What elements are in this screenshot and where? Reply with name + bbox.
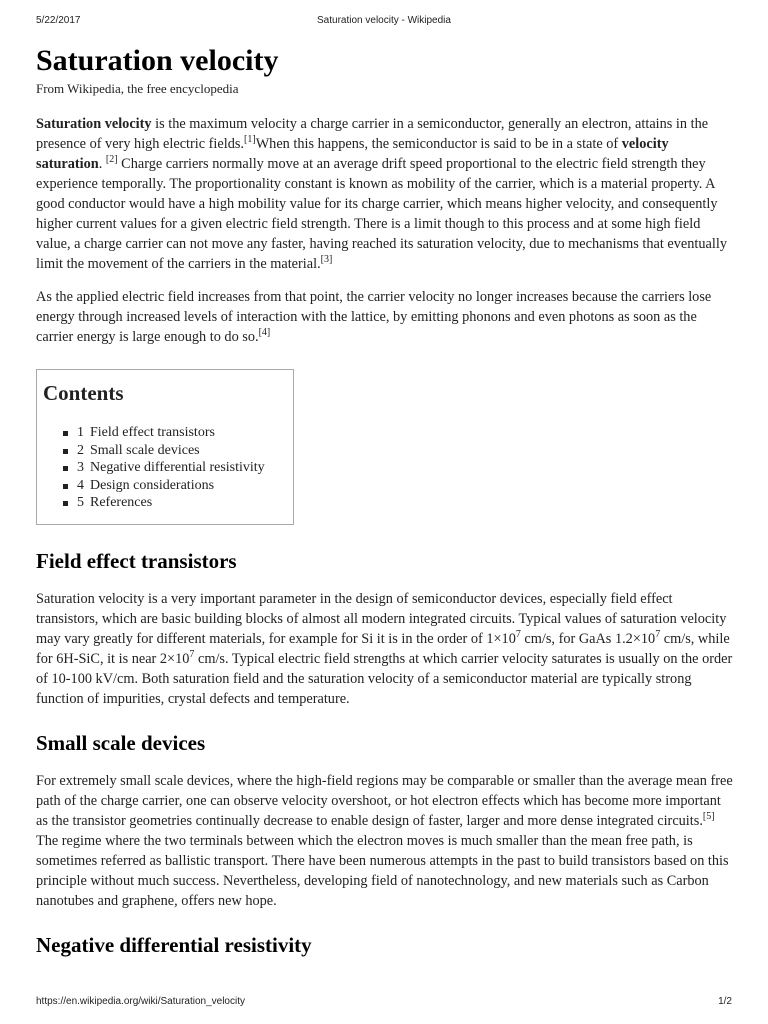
section-paragraph-small-scale-devices: For extremely small scale devices, where the high-field regions may be comparable or smaller than the average mean free path of the charge carrier, one can observe velocity overshoot, or hot electron effects which has become more important as the transistor geometries continually decrease to enable design of faster, larger and more dense integrated circuits.[5] The regime where the two terminals between which the electron moves is much smaller than the mean free path, is sometimes referred as ballistic transport. There have been numerous attempts in the past to build transistors based on this principle without much success. Nevertheless, developing field of nanotechnology, and new materials such as Carbon nanotubes and graphene, offers new hope. bbox=[36, 772, 733, 909]
ref-link-1[interactable]: [1] bbox=[244, 134, 256, 146]
print-footer bbox=[36, 996, 732, 1010]
toc-title: Contents bbox=[43, 381, 124, 405]
bullet-icon bbox=[63, 449, 68, 454]
bullet-icon bbox=[63, 501, 68, 506]
ref-link-3[interactable]: [3] bbox=[320, 254, 333, 266]
toc-item-negative-differential-resistivity[interactable]: 3 Negative differential resistivity bbox=[63, 459, 293, 477]
toc-list bbox=[43, 424, 293, 512]
page-number: 1/2 bbox=[718, 996, 732, 1007]
ref-link-5[interactable]: [5] bbox=[702, 810, 715, 822]
ref-link-4[interactable]: [4] bbox=[258, 327, 271, 339]
section-heading-small-scale-devices: Small scale devices bbox=[36, 730, 206, 755]
print-doc-title: Saturation velocity - Wikipedia bbox=[317, 15, 451, 26]
table-of-contents bbox=[36, 369, 294, 525]
intro-paragraph-1: Saturation velocity is the maximum velocity a charge carrier in a semiconductor, generally an electron, attains in the presence of very high electric fields.[1]When this happens, the semiconductor is said to be in a state of velocity saturation. [2] Charge carriers normally move at an average drift speed proportional to the electric field strength they experience temporally. The proportionality constant is known as mobility of the carrier, which is a material property. A good conductor would have a high mobility value for its charge carrier, which means higher velocity, and consequently higher current values for a given electric field strength. There is a limit though to this process and at some high field value, a charge carrier can not move any faster, having reached its saturation velocity, due to mechanisms that eventually limit the movement of the carriers in the material.[3] bbox=[36, 116, 727, 272]
page-title: Saturation velocity bbox=[36, 44, 279, 77]
bullet-icon bbox=[63, 431, 68, 436]
tagline: From Wikipedia, the free encyclopedia bbox=[36, 81, 239, 96]
section-heading-negative-differential-resistivity: Negative differential resistivity bbox=[36, 932, 312, 957]
exponent: 7 bbox=[189, 648, 195, 660]
bullet-icon bbox=[63, 466, 68, 471]
bullet-icon bbox=[63, 484, 68, 489]
article-content bbox=[36, 42, 736, 973]
toc-item-small-scale-devices[interactable]: 2 Small scale devices bbox=[63, 442, 293, 460]
toc-item-references[interactable]: 5 References bbox=[63, 494, 293, 512]
term-saturation-velocity: Saturation velocity bbox=[36, 116, 152, 132]
ref-link-2[interactable]: [2] bbox=[105, 154, 118, 166]
section-paragraph-field-effect-transistors: Saturation velocity is a very important parameter in the design of semiconductor devices, especially field effect transistors, which are basic building blocks of almost all modern integrated circuits. Typical values of saturation velocity may vary greatly for different materials, for example for Si it is in the order of $1\times 10^7$ cm/s, for GaAs $1.2\times 10^7$ cm/s, while for 6H-SiC, it is near $2\times 10^7$ cm/s. Typical electric field strengths at which carrier velocity saturates is usually on the order of 10-100 kV/cm. Both saturation field and the saturation velocity of a semiconductor material are typically strong function of impurities, crystal defects and temperature. bbox=[36, 590, 733, 707]
print-url[interactable]: https://en.wikipedia.org/wiki/Saturation_velocity bbox=[36, 996, 245, 1007]
term-velocity-saturation: velocity saturation bbox=[36, 136, 669, 172]
intro-paragraph-2: As the applied electric field increases from that point, the carrier velocity no longer increases because the carriers lose energy through increased levels of interaction with the lattice, by emitting phonons and even photons as soon as the carrier energy is large enough to do so.[4] bbox=[36, 289, 712, 345]
toc-item-design-considerations[interactable]: 4 Design considerations bbox=[63, 477, 293, 495]
toc-item-field-effect-transistors[interactable]: 1 Field effect transistors bbox=[63, 424, 293, 442]
section-heading-field-effect-transistors: Field effect transistors bbox=[36, 548, 237, 573]
print-header bbox=[36, 15, 732, 29]
print-date: 5/22/2017 bbox=[36, 15, 81, 26]
exponent: 7 bbox=[515, 628, 521, 640]
exponent: 7 bbox=[655, 628, 661, 640]
